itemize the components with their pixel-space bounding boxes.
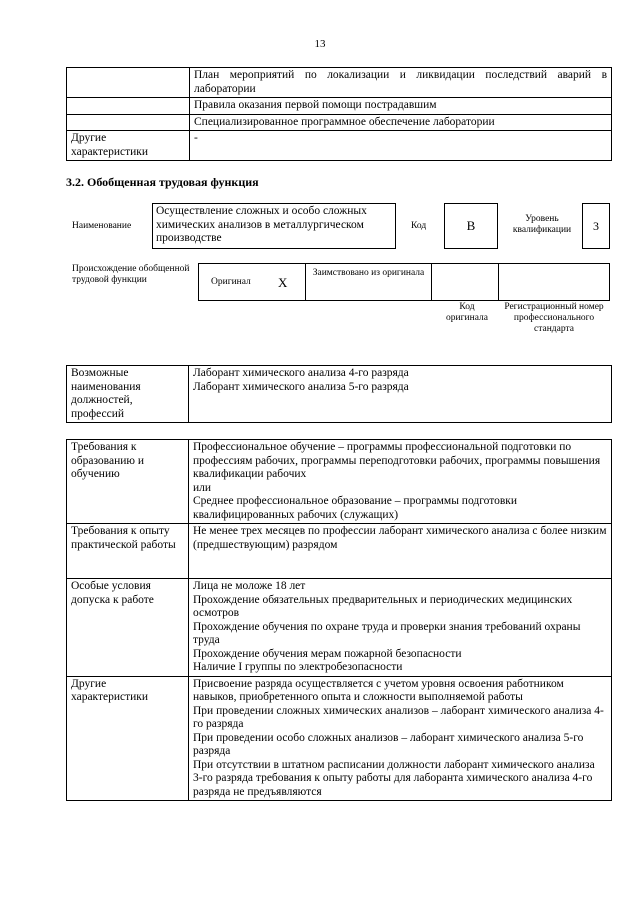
table-row [67,579,612,677]
code-caption: Код оригинала [446,302,488,323]
table-row [67,366,612,423]
table-row [67,131,612,161]
code-value: B [444,203,498,249]
requirement-line: При отсутствии в штатном расписании должности лаборант химического анализа 3-го разряда требования к опыту работы для лаборанта химического анализа 4-го разряда не предъявляются [193,758,595,798]
original-mark: X [278,275,288,290]
row-label: Требования к опыту практической работы [67,524,189,579]
row-label: Другие характеристики [67,131,190,161]
row-label [67,68,190,98]
table-row [67,98,612,115]
position-item: Лаборант химического анализа 5-го разряда [193,380,409,393]
knowledge-table [66,67,612,161]
row-value [189,366,612,423]
row-value [189,440,612,524]
requirement-line: Прохождение обучения мерам пожарной безопасности [193,647,462,660]
row-value [189,524,612,579]
requirement-line: или [193,481,212,494]
requirements-table [66,439,612,801]
name-label: Наименование [72,221,132,231]
row-label: Возможные наименования должностей, профессий [67,366,189,423]
level-value: 3 [582,203,610,249]
requirement-line: Присвоение разряда осуществляется с учетом уровня освоения работником навыков, приобретенного опыта и сложности выполняемой работы [193,677,564,703]
page-number: 13 [314,38,326,50]
row-label [67,98,190,115]
requirement-line: Лица не моложе 18 лет [193,580,306,592]
row-label: Другие характеристики [67,676,189,801]
row-value: Правила оказания первой помощи пострадавшим [190,98,612,115]
level-label: Уровень квалификации [512,214,572,235]
origin-label: Происхождение обобщенной трудовой функции [72,264,190,285]
function-name: Осуществление сложных и особо сложных химических анализов в металлургическом производстве [152,203,396,249]
reg-number-cell [498,263,610,301]
position-item: Лаборант химического анализа 4-го разряда [193,367,409,379]
requirement-line: Прохождение обучения по охране труда и проверки знания требований охраны труда [193,620,581,646]
row-value: Специализированное программное обеспечение лаборатории [190,114,612,131]
requirement-line: Наличие I группы по электробезопасности [193,661,403,673]
borrowed-label: Заимствовано из оригинала [312,268,425,278]
section-title: 3.2. Обобщенная трудовая функция [66,175,259,189]
code-original-cell [431,263,499,301]
row-value [189,676,612,801]
reg-caption: Регистрационный номер профессионального стандарта [504,302,604,334]
table-row [67,440,612,524]
table-row [67,114,612,131]
table-row [67,524,612,579]
table-row [67,676,612,801]
borrowed-cell [305,263,432,301]
original-cell [198,263,306,301]
row-value: План мероприятий по локализации и ликвидации последствий аварий в лаборатории [190,68,612,98]
row-value [189,579,612,677]
requirement-line: При проведении особо сложных анализов – лаборант химического анализа 5-го разряда [193,731,584,757]
row-value: - [190,131,612,161]
requirement-line: Прохождение обязательных предварительных и периодических медицинских осмотров [193,593,573,619]
row-label [67,114,190,131]
code-label: Код [411,221,427,231]
row-label: Требования к образованию и обучению [67,440,189,524]
row-label: Особые условия допуска к работе [67,579,189,677]
original-label: Оригинал [211,277,251,287]
requirement-line: Профессиональное обучение – программы профессиональной подготовки по профессиям рабочих, программы переподготовки рабочих, программы повышения квалификации рабочих [193,441,601,480]
table-row [67,68,612,98]
requirement-line: При проведении сложных химических анализов – лаборант химического анализа 4-го разряда [193,704,604,730]
positions-table [66,365,612,423]
requirement-line: Среднее профессиональное образование – программы подготовки квалифицированных рабочих (служащих) [193,495,518,521]
requirement-line: Не менее трех месяцев по профессии лаборант химического анализа с более низким (предшествующим) разрядом [193,525,607,551]
